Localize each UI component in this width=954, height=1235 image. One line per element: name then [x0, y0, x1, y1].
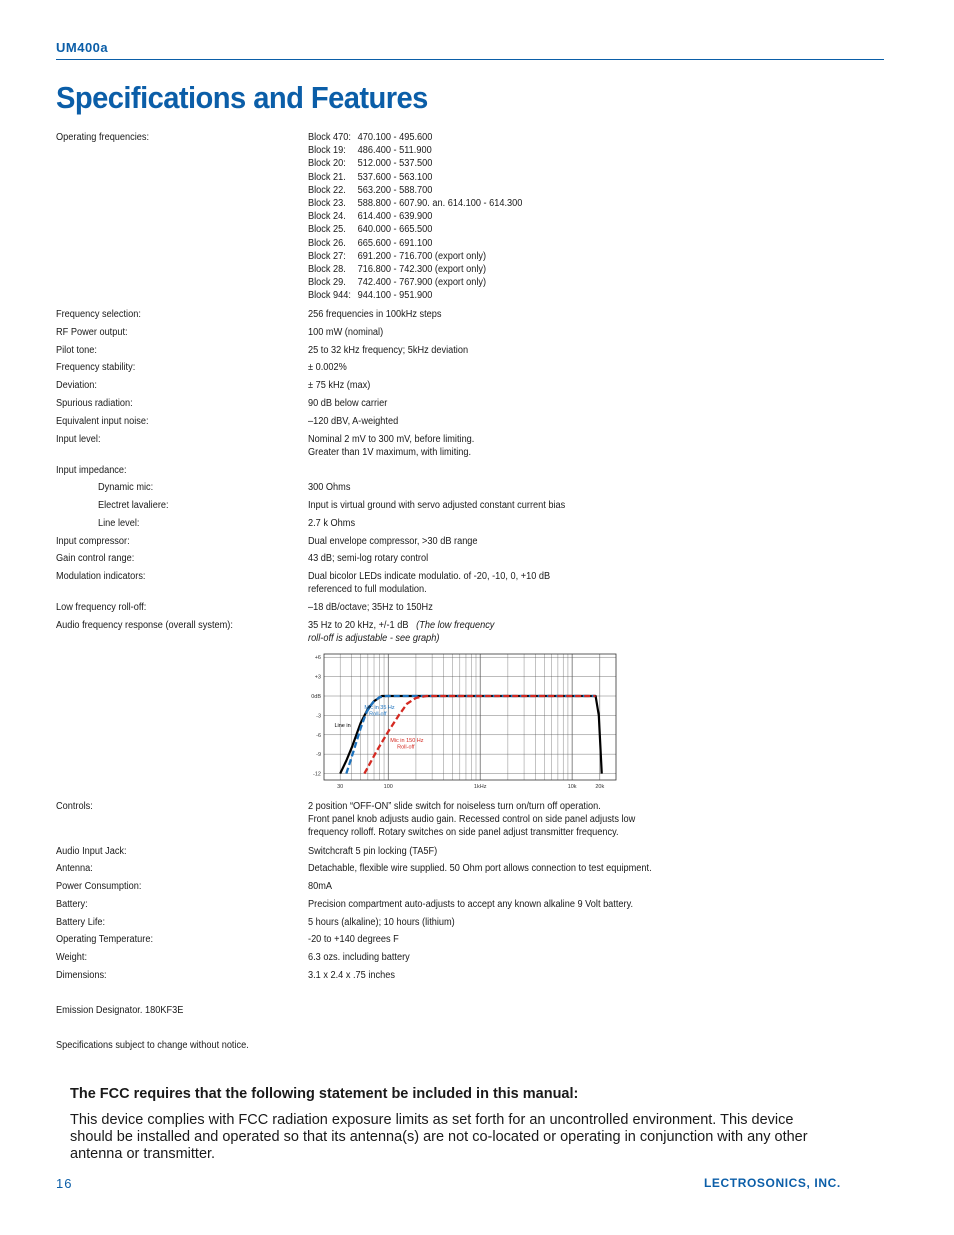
frequency-block-item: [308, 223, 823, 236]
subject-to-change-notice: Specifications subject to change without notice.: [56, 1040, 249, 1051]
y-tick-label: -9: [316, 752, 321, 759]
block-name: Block 22.: [308, 184, 346, 196]
frequency-block-item: [308, 289, 823, 302]
spec-label: Audio frequency response (overall system):: [56, 620, 233, 631]
x-tick-label: 1kHz: [473, 784, 487, 790]
block-range: 716.800 - 742.300 (export only): [357, 264, 487, 276]
block-range: 742.400 - 767.900 (export only): [357, 277, 487, 289]
frequency-block-item: [308, 237, 823, 250]
spec-value: ± 75 kHz (max): [308, 380, 371, 391]
block-range: 486.400 - 511.900: [357, 145, 432, 157]
x-tick-label: 20k: [595, 784, 605, 790]
y-tick-label: 0dB: [311, 694, 321, 700]
spec-value: Input is virtual ground with servo adjusted constant current bias: [308, 500, 566, 511]
response-note: roll-off is adjustable - see graph): [308, 633, 440, 645]
spec-label: Low frequency roll-off:: [56, 602, 147, 613]
spec-value: 25 to 32 kHz frequency; 5kHz deviation: [308, 345, 469, 356]
block-name: Block 944:: [308, 290, 351, 302]
page-number: 16: [56, 1176, 73, 1191]
frequency-block-item: [308, 276, 823, 289]
spec-label: Audio Input Jack:: [56, 846, 127, 857]
block-name: Block 21.: [308, 171, 346, 183]
chart-annotation: Roll-off: [397, 744, 415, 751]
spec-line: Nominal 2 mV to 300 mV, before limiting.: [308, 434, 475, 445]
spec-value: [308, 433, 823, 459]
spec-label: Antenna:: [56, 863, 93, 874]
spec-label: Pilot tone:: [56, 345, 97, 356]
spec-value: Dual envelope compressor, >30 dB range: [308, 536, 478, 547]
chart-annotation: Line in: [334, 723, 351, 730]
block-name: Block 20:: [308, 158, 346, 170]
frequency-block-item: [308, 263, 823, 276]
block-name: Block 23.: [308, 198, 346, 210]
block-range: 537.600 - 563.100: [357, 171, 433, 183]
spec-label: Power Consumption:: [56, 881, 142, 892]
y-tick-label: +6: [314, 655, 321, 662]
block-name: Block 19:: [308, 145, 346, 157]
spec-label: Input compressor:: [56, 536, 130, 547]
y-tick-label: -6: [316, 732, 321, 739]
spec-label: Dimensions:: [56, 970, 107, 981]
chart-annotation: Mic in 35 Hz: [364, 704, 395, 711]
block-range: 640.000 - 665.500: [357, 224, 433, 236]
response-value: 35 Hz to 20 kHz, +/-1 dB: [308, 620, 409, 631]
spec-line: 2 position “OFF-ON” slide switch for noiseless turn on/turn off operation.: [308, 801, 601, 812]
chart-annotation: Mic in 150 Hz: [390, 737, 424, 744]
page-title: Specifications and Features: [56, 80, 428, 115]
block-name: Block 25.: [308, 224, 346, 236]
block-name: Block 29.: [308, 277, 346, 289]
spec-line: Front panel knob adjusts audio gain. Recessed control on side panel adjusts low: [308, 814, 636, 826]
block-range: 691.200 - 716.700 (export only): [357, 250, 487, 262]
spec-label: Weight:: [56, 952, 88, 963]
spec-value: 256 frequencies in 100kHz steps: [308, 309, 442, 320]
block-name: Block 27:: [308, 250, 346, 262]
spec-label: Battery Life:: [56, 917, 106, 928]
footer-brand: LECTROSONICS, INC.: [704, 1176, 841, 1190]
spec-value: –18 dB/octave; 35Hz to 150Hz: [308, 602, 433, 613]
spec-sublabel: Line level:: [98, 518, 140, 529]
frequency-block-item: [308, 210, 823, 223]
chart-annotation: Roll-off: [369, 711, 387, 718]
frequency-block-item: [308, 171, 823, 184]
spec-line: frequency rolloff. Rotary switches on side panel adjust transmitter frequency.: [308, 827, 619, 839]
spec-line: Dual bicolor LEDs indicate modulatio. of -20, -10, 0, +10 dB: [308, 571, 551, 582]
block-range: 563.200 - 588.700: [357, 184, 433, 196]
emission-designator: Emission Designator. 180KF3E: [56, 1005, 184, 1016]
frequency-block-item: [308, 250, 823, 263]
spec-value: 3.1 x 2.4 x .75 inches: [308, 970, 395, 981]
response-note: (The low frequency: [416, 620, 495, 631]
spec-label: Operating frequencies:: [56, 132, 150, 143]
block-name: Block 24.: [308, 211, 346, 223]
x-tick-label: 10k: [567, 784, 577, 790]
spec-value: –120 dBV, A-weighted: [308, 416, 399, 427]
spec-value: [308, 619, 823, 645]
spec-label: Operating Temperature:: [56, 934, 154, 945]
x-tick-label: 100: [383, 784, 393, 790]
spec-label: Input impedance:: [56, 465, 127, 476]
block-name: Block 26.: [308, 237, 346, 249]
frequency-response-chart: [306, 648, 620, 790]
frequency-block-item: [308, 157, 823, 170]
y-tick-label: -3: [316, 713, 321, 720]
frequency-block-item: [308, 184, 823, 197]
block-range: 665.600 - 691.100: [357, 237, 433, 249]
spec-value: Detachable, flexible wire supplied. 50 Ohm port allows connection to test equipment.: [308, 863, 652, 874]
spec-sublabel: Dynamic mic:: [98, 482, 154, 493]
y-tick-label: +3: [314, 674, 321, 681]
block-range: 470.100 - 495.600: [357, 132, 433, 143]
x-tick-label: 30: [337, 784, 344, 790]
fcc-statement: This device complies with FCC radiation exposure limits as set forth for an uncontrolled environment. This device should be installed and operated so that its antenna(s) are not co-located or operating in conjunction with any other antenna or transmitter.: [70, 1112, 808, 1163]
header-brand: UM400a: [56, 40, 109, 55]
spec-value: Switchcraft 5 pin locking (TA5F): [308, 846, 438, 857]
spec-value: 100 mW (nominal): [308, 327, 384, 338]
block-range: 614.400 - 639.900: [357, 211, 433, 223]
spec-label: Modulation indicators:: [56, 571, 146, 582]
spec-label: Controls:: [56, 801, 93, 812]
frequency-block-item: [308, 144, 823, 157]
spec-line: Greater than 1V maximum, with limiting.: [308, 447, 472, 459]
spec-label: Input level:: [56, 434, 101, 445]
spec-line: [308, 619, 823, 632]
spec-value: 6.3 ozs. including battery: [308, 952, 410, 963]
spec-line: referenced to full modulation.: [308, 584, 427, 596]
spec-value: 2.7 k Ohms: [308, 518, 356, 529]
spec-label: Gain control range:: [56, 553, 135, 564]
fcc-heading: The FCC requires that the following statement be included in this manual:: [70, 1086, 579, 1102]
frequency-block-list: [308, 131, 823, 303]
spec-value: Precision compartment auto-adjusts to accept any known alkaline 9 Volt battery.: [308, 899, 634, 910]
block-name: Block 28.: [308, 264, 346, 276]
spec-label: RF Power output:: [56, 327, 128, 338]
spec-value: 5 hours (alkaline); 10 hours (lithium): [308, 917, 455, 928]
chart-grid: [324, 654, 616, 780]
block-name: Block 470:: [308, 132, 351, 143]
spec-value: 43 dB; semi-log rotary control: [308, 553, 429, 564]
frequency-block-item: [308, 131, 823, 144]
spec-value: 90 dB below carrier: [308, 398, 388, 409]
spec-value: 300 Ohms: [308, 482, 351, 493]
spec-label: Battery:: [56, 899, 88, 910]
frequency-block-item: [308, 197, 823, 210]
header-rule: [56, 59, 884, 60]
spec-value: [308, 800, 823, 840]
y-tick-label: -12: [313, 771, 321, 778]
spec-value: -20 to +140 degrees F: [308, 934, 399, 945]
block-range: 512.000 - 537.500: [357, 158, 433, 170]
block-range: 588.800 - 607.90. an. 614.100 - 614.300: [357, 198, 523, 210]
spec-label: Equivalent input noise:: [56, 416, 149, 427]
spec-label: Spurious radiation:: [56, 398, 133, 409]
spec-value: 80mA: [308, 881, 333, 892]
spec-value: ± 0.002%: [308, 362, 347, 373]
spec-label: Frequency stability:: [56, 362, 136, 373]
spec-label: Deviation:: [56, 380, 97, 391]
block-range: 944.100 - 951.900: [357, 290, 433, 302]
spec-sublabel: Electret lavaliere:: [98, 500, 169, 511]
spec-label: Frequency selection:: [56, 309, 141, 320]
spec-value: [308, 570, 823, 596]
